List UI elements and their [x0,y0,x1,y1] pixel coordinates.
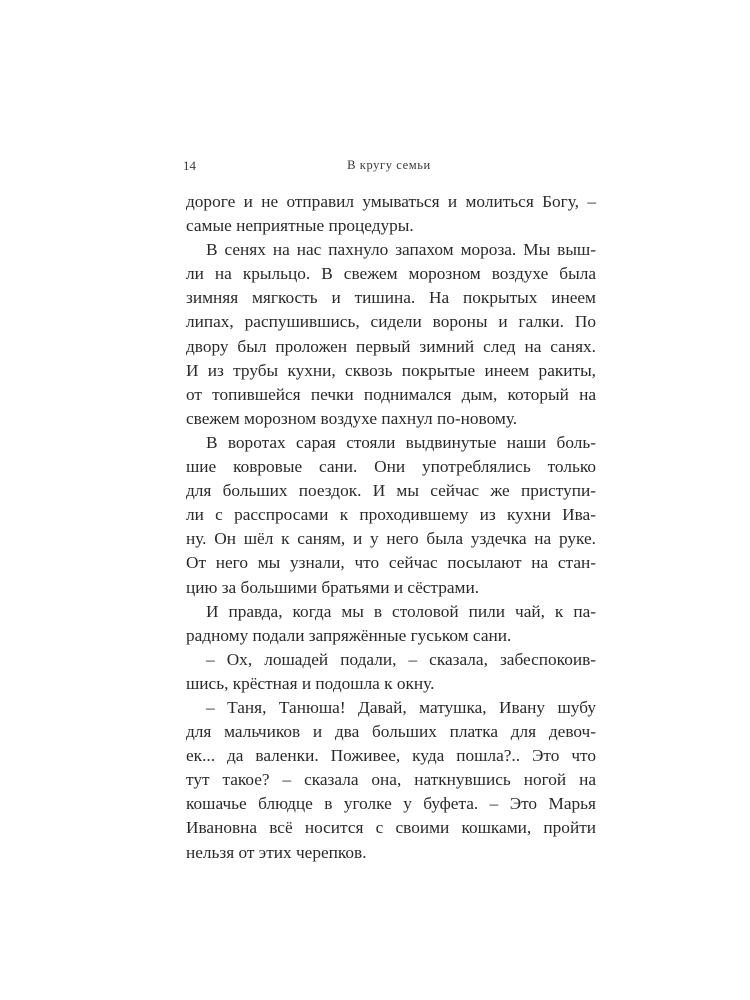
text-line: для мальчиков и два больших платка для девоч- [186,722,596,742]
page-number: 14 [183,158,196,173]
text-line: Ивановна всё носится с своими кошками, пройти [186,818,596,838]
text-line: И из трубы кухни, сквозь покрытые инеем ракиты, [186,360,596,380]
text-line: тут такое? – сказала она, наткнувшись ногой на [186,770,596,790]
paragraph-6 [186,696,596,865]
text-line: липах, распушившись, сидели вороны и галки. По [186,312,596,332]
text-line: от топившейся печки поднимался дым, который на [186,384,596,404]
text-line: В воротах сарая стояли выдвинутые наши боль- [206,432,596,452]
text-line: – Таня, Танюша! Давай, матушка, Ивану шубу [206,697,596,717]
paragraph-2 [186,238,596,431]
running-title: В кругу семьи [347,158,431,172]
text-line: двору был проложен первый зимний след на санях. [186,336,596,356]
paragraph-1 [186,190,596,238]
text-line: дороге и не отправил умываться и молиться Богу, – [186,192,596,211]
text-line: свежем морозном воздухе пахнул по-новому. [186,408,518,428]
text-line: шие ковровые сани. Они употреблялись только [186,457,596,477]
text-line: цию за большими братьями и сёстрами. [186,577,480,597]
text-line: шись, крёстная и подошла к окну. [186,673,435,693]
text-line: ек... да валенки. Поживее, куда пошла?.. Это что [186,746,596,766]
text-line: радному подали запряжённые гуськом сани. [186,625,512,645]
text-line: В сенях на нас пахнуло запахом мороза. Мы выш- [206,240,596,260]
running-head [183,158,595,178]
paragraph-4 [186,600,596,648]
text-line: зимняя мягкость и тишина. На покрытых инеем [186,288,596,308]
text-line: самые неприятные процедуры. [186,216,414,236]
paragraph-5 [186,648,596,696]
text-line: И правда, когда мы в столовой пили чай, к па- [206,601,596,621]
text-line: ну. Он шёл к саням, и у него была уздечка на руке. [186,529,596,549]
text-line: – Ох, лошадей подали, – сказала, забеспокоив- [206,649,596,669]
text-line: От него мы узнали, что сейчас посылают на стан- [186,553,596,573]
text-line: для больших поездок. И мы сейчас же приступи- [186,481,596,501]
text-line: нельзя от этих черепков. [186,842,367,862]
text-line: ли на крыльцо. В свежем морозном воздухе была [186,264,596,284]
text-line: ли с расспросами к проходившему из кухни Ива- [186,505,596,525]
body-text [186,190,596,865]
paragraph-3 [186,431,596,600]
text-line: кошачье блюдце в уголке у буфета. – Это Марья [186,794,596,814]
